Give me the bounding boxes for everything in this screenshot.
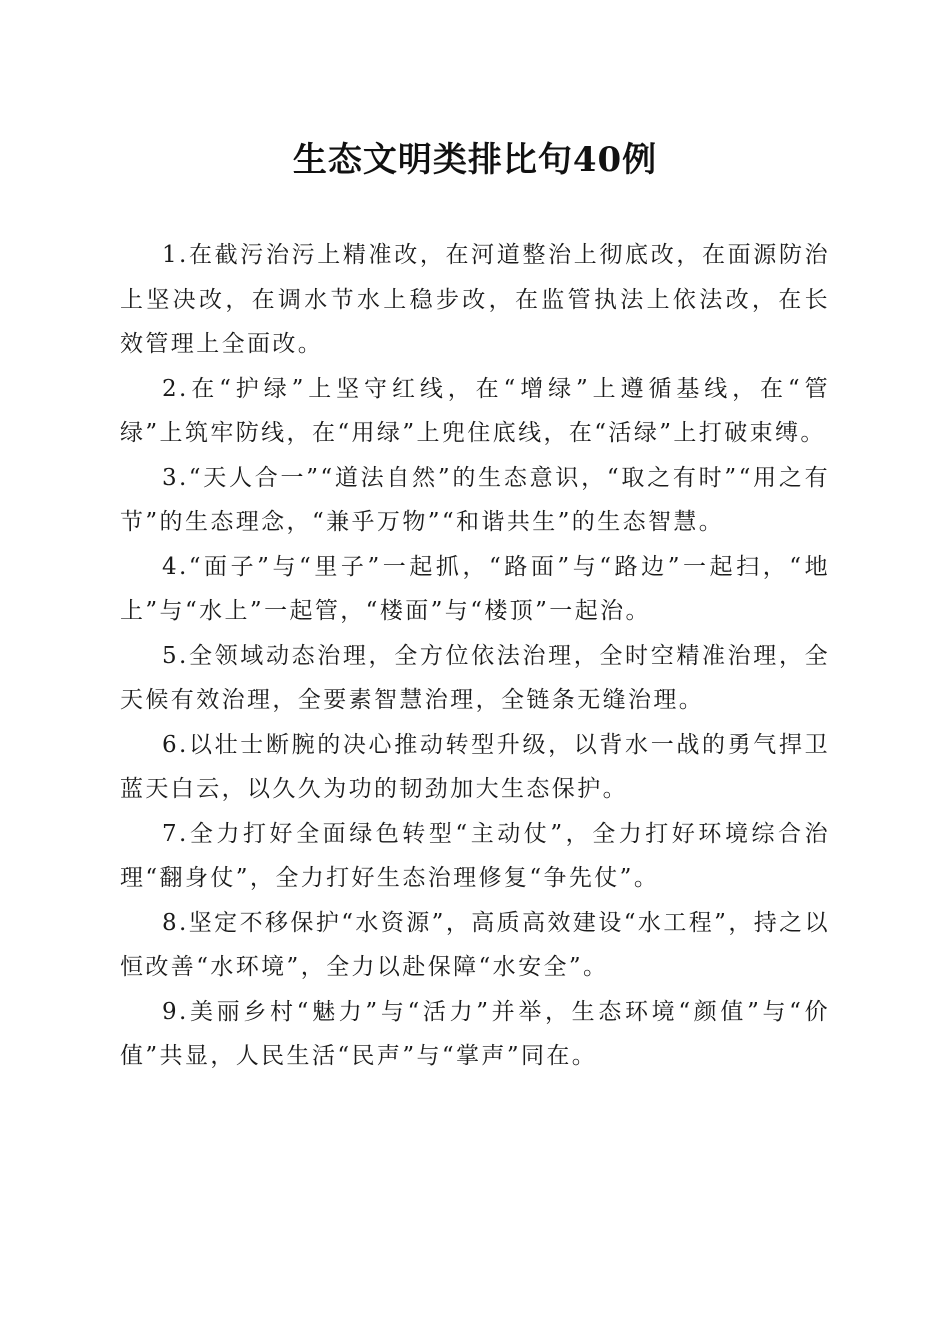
- paragraph-5: 5.全领域动态治理，全方位依法治理，全时空精准治理，全天候有效治理，全要素智慧治理，全链条无缝治理。: [120, 642, 830, 713]
- paragraph-4: 4.“面子”与“里子”一起抓，“路面”与“路边”一起扫，“地上”与“水上”一起管，“楼面”与“楼顶”一起治。: [120, 553, 830, 624]
- paragraph-1: 1.在截污治污上精准改，在河道整治上彻底改，在面源防治上坚决改，在调水节水上稳步改，在监管执法上依法改，在长效管理上全面改。: [120, 242, 830, 357]
- paragraph-7: 7.全力打好全面绿色转型“主动仗”，全力打好环境综合治理“翻身仗”，全力打好生态治理修复“争先仗”。: [120, 820, 830, 891]
- paragraph-3: 3.“天人合一”“道法自然”的生态意识，“取之有时”“用之有节”的生态理念，“兼乎万物”“和谐共生”的生态智慧。: [120, 464, 830, 535]
- paragraph-2: 2.在“护绿”上坚守红线，在“增绿”上遵循基线，在“管绿”上筑牢防线，在“用绿”上兜住底线，在“活绿”上打破束缚。: [120, 375, 830, 446]
- paragraph-6: 6.以壮士断腕的决心推动转型升级，以背水一战的勇气捍卫蓝天白云，以久久为功的韧劲加大生态保护。: [120, 731, 830, 802]
- paragraph-8: 8.坚定不移保护“水资源”，高质高效建设“水工程”，持之以恒改善“水环境”，全力以赴保障“水安全”。: [120, 909, 830, 980]
- document-body: [120, 233, 830, 1079]
- paragraph-9: 9.美丽乡村“魅力”与“活力”并举，生态环境“颜值”与“价值”共显，人民生活“民声”与“掌声”同在。: [120, 998, 830, 1069]
- document-title: 生态文明类排比句40例: [292, 140, 658, 180]
